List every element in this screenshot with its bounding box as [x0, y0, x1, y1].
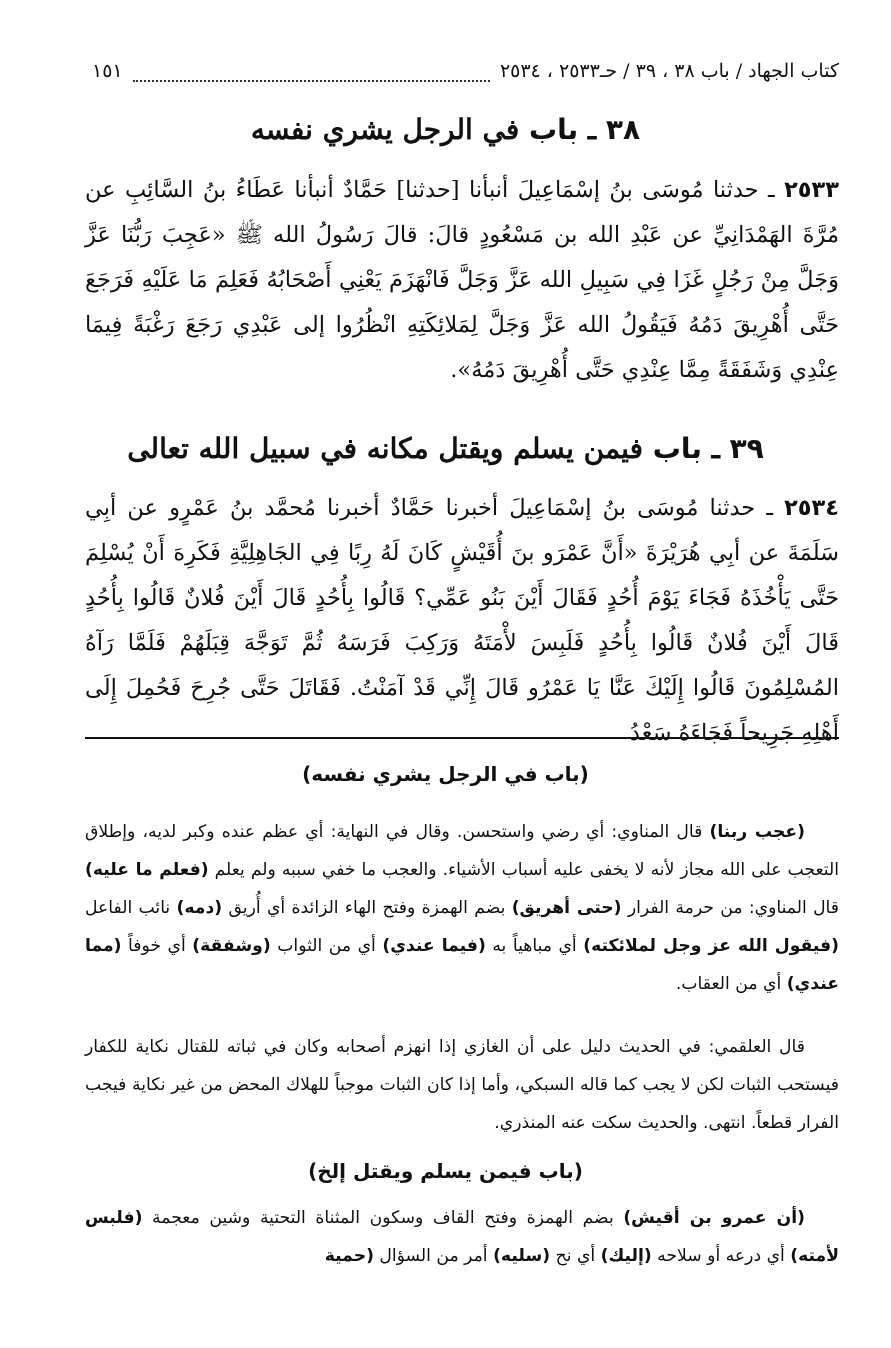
commentary-segment: بضم الهمزة وفتح الهاء الزائدة أي أُريق [222, 898, 512, 918]
commentary-segment: بضم الهمزة وفتح القاف وسكون المثناة التحتية وشين معجمة [142, 1208, 624, 1228]
chapter-38-heading [0, 113, 891, 146]
commentary-segment: أي من الثواب [270, 936, 383, 956]
chapter-39-heading [0, 432, 891, 465]
commentary-para-3 [85, 1199, 839, 1275]
hadith-2534 [85, 486, 839, 756]
chapter-38-dash: ـ [578, 113, 597, 146]
commentary-segment: (أن عمرو بن أقيش) [623, 1208, 805, 1228]
chapter-38-number: ٣٨ [605, 113, 641, 146]
chapter-39-title: فيمن يسلم ويقتل مكانه في سبيل الله تعالى [127, 432, 643, 465]
commentary-segment: (فلبس لأمته) [85, 1208, 839, 1266]
commentary-segment: (إليك) [600, 1246, 652, 1266]
commentary-segment: (عجب ربنا) [709, 822, 806, 842]
chapter-39-dash: ـ [701, 432, 720, 465]
chapter-38-keyword: باب [529, 113, 579, 146]
commentary-segment: نائب الفاعل [85, 898, 177, 918]
commentary-para-1 [85, 813, 839, 1003]
running-title: كتاب الجهاد / باب ٣٨ ، ٣٩ / حـ٢٥٣٣ ، ٢٥٣٤ [499, 60, 839, 82]
commentary-chapter-39-title: (باب فيمن يسلم ويقتل إلخ) [308, 1159, 583, 1183]
hadith-2534-number: ٢٥٣٤ [784, 495, 840, 521]
hadith-2533 [85, 168, 839, 393]
commentary-segment: (دمه) [176, 898, 223, 918]
header-dot-leader [133, 68, 490, 82]
commentary-segment: (فيقول الله عز وجل لملائكته) [583, 936, 839, 956]
hadith-2534-dash: ـ [755, 495, 785, 521]
chapter-39-keyword: باب [652, 432, 702, 465]
commentary-segment: أي خوفاً [121, 936, 193, 956]
commentary-segment: (وشفقة) [192, 936, 271, 956]
chapter-38-title: في الرجل يشري نفسه [250, 113, 520, 146]
commentary-segment: (سليه) [493, 1246, 551, 1266]
page-number: ١٥١ [92, 60, 123, 82]
hadith-2533-number: ٢٥٣٣ [784, 177, 839, 203]
hadith-2534-text: حدثنا مُوسَى بنُ إسْمَاعِيلَ أخبرنا حَمَّادٌ أخبرنا مُحمَّد بنُ عَمْرٍو عن أبِي سَلَمَةَ عن أبِي هُرَيْرَةَ «أَنَّ عَمْرَو بنَ أُقَيْشٍ كَانَ لَهُ رِبًا فِي الجَاهِلِيَّةِ فَكَرِهَ أَنْ يُسْلِمَ حَتَّى يَأْخُذَهُ فَجَاءَ يَوْمَ أُحُدٍ فَقَالَ أَيْنَ بَنُو عَمِّي؟ قَالُوا بِأُحُدٍ قَالَ أَيْنَ فُلانٌ قَالُوا بِأُحُدٍ قَالَ أَيْنَ فُلانٌ قَالُوا بِأُحُدٍ فَلَبِسَ لأْمَتَهُ وَرَكِبَ فَرَسَهُ ثُمَّ تَوَجَّهَ قِبَلَهُمْ فَلَمَّا رَآهُ المُسْلِمُونَ قَالُوا إِلَيْكَ عَنَّا يَا عَمْرُو قَالَ إِنِّي قَدْ آمَنْتُ. فَقَاتَلَ حَتَّى جُرِحَ فَحُمِلَ إِلَى أَهْلِهِ جَرِيحاً فَجَاءَهُ سَعْدُ [85, 495, 839, 746]
commentary-segment: (فيما عندي) [382, 936, 486, 956]
commentary-para-2: قال العلقمي: في الحديث دليل على أن الغازي إذا انهزم أصحابه وكان في ثباته للقتال نكاية للكفار فيستحب الثبات لكن لا يجب كما قاله السبكي، وأما إذا كان الثبات موجباً للهلاك المحض من غير نكاية فيجب الفرار قطعاً. انتهى. والحديث سكت عنه المنذري. [85, 1037, 839, 1133]
commentary-segment: (مما عندي) [85, 936, 839, 994]
commentary-segment: قال المناوي: أي رضي واستحسن. وقال في النهاية: أي عظم عنده وكبر لديه، وإطلاق التعجب على الله مجاز لأنه لا يخفى عليه أسباب الأشياء. والعجب ما خفي سببه ولم يعلم [85, 822, 839, 880]
commentary-segment: أي مباهياً به [485, 936, 584, 956]
commentary-segment: أي من العقاب. [675, 974, 787, 994]
commentary-segment: أي نح [550, 1246, 601, 1266]
hadith-2533-dash: ـ [758, 177, 785, 203]
commentary-divider [85, 737, 839, 739]
commentary-segment: أمر من السؤال [373, 1246, 494, 1266]
commentary-chapter-38-title: (باب في الرجل يشري نفسه) [302, 762, 589, 786]
chapter-39-number: ٣٩ [729, 432, 764, 465]
running-header [92, 60, 839, 90]
commentary-segment: قال المناوي: من حرمة الفرار [621, 898, 840, 918]
hadith-2533-text: حدثنا مُوسَى بنُ إسْمَاعِيلَ أنبأنا [حدثنا] حَمَّادٌ أنبأنا عَطَاءُ بنُ السَّائِبِ عن مُرَّةَ الهَمْدَانِيِّ عن عَبْدِ الله بن مَسْعُودٍ قالَ: قالَ رَسُولُ الله ﷺ «عَجِبَ رَبُّنَا عَزَّ وَجَلَّ مِنْ رَجُلٍ غَزَا فِي سَبِيلِ الله عَزَّ وَجَلَّ فَانْهَزَمَ يَعْنِي أَصْحَابُهُ فَعَلِمَ مَا عَلَيْهِ فَرَجَعَ حَتَّى أُهْرِيقَ دَمُهُ فَيَقُولُ الله عَزَّ وَجَلَّ لِمَلائِكَتِهِ انْظُرُوا إلى عَبْدِي رَجَعَ رَغْبَةً فِيمَا عِنْدِي وَشَفَقَةً مِمَّا عِنْدِي حَتَّى أُهْرِيقَ دَمُهُ». [85, 177, 839, 383]
commentary-segment: أي درعه أو سلاحه [651, 1246, 791, 1266]
commentary-segment: (حتى أهريق) [511, 898, 622, 918]
commentary-segment: (فعلم ما عليه) [85, 860, 209, 880]
commentary-segment: (حمية [324, 1246, 374, 1266]
